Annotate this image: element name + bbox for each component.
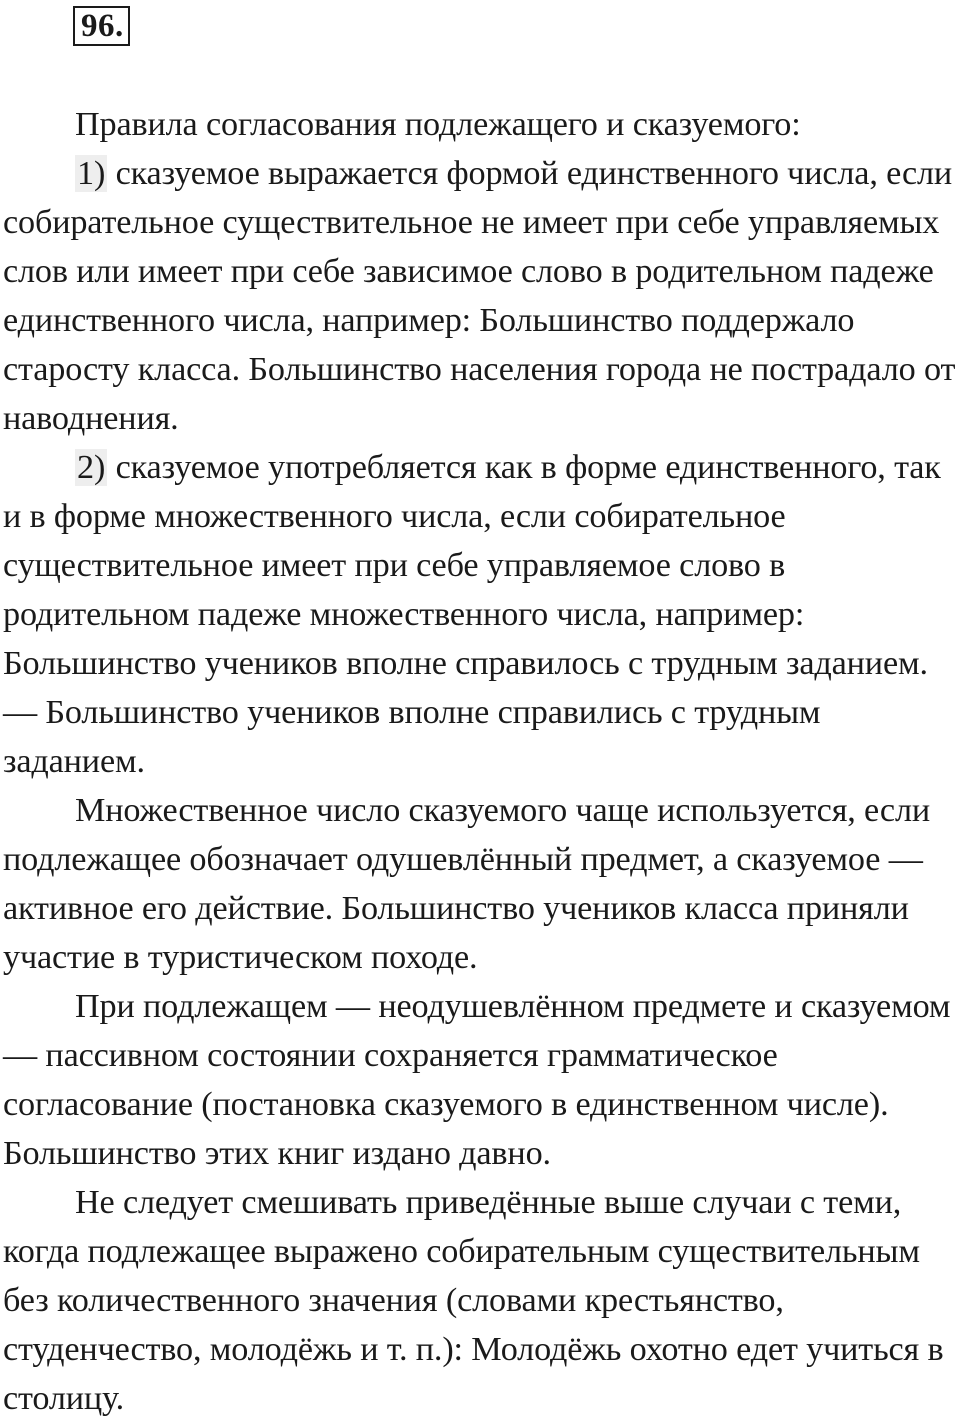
rule-1-text: сказуемое выражается формой единственного числа, если собирательное существительное не имеет при себе управляемых слов или имеет при себе зависимое слово в родительном падеже единственного числа, например: Большинство поддержало старосту класса. Большинство населения города не пострадало от наводнения. <box>3 155 956 437</box>
rule-1-paragraph <box>3 149 960 443</box>
rule-2-paragraph <box>3 443 960 786</box>
plural-paragraph: Множественное число сказуемого чаще используется, если подлежащее обозначает одушевлённый предмет, а сказуемое — активное его действие. Большинство учеников класса приняли участие в туристическом походе. <box>3 792 931 976</box>
rule-1-marker: 1) <box>77 155 106 192</box>
answer-text <box>3 100 960 1423</box>
rule-2-marker: 2) <box>77 449 106 486</box>
rule-2-text: сказуемое употребляется как в форме единственного, так и в форме множественного числа, если собирательное существительное имеет при себе управляемое слово в родительном падеже множественного числа, например: Большинство учеников вполне справилось с трудным заданием. — Большинство учеников вполне справились с трудным заданием. <box>3 449 941 780</box>
inanimate-paragraph: При подлежащем — неодушевлённом предмете и сказуемом — пассивном состоянии сохраняется грамматическое согласование (постановка сказуемого в единственном числе). Большинство этих книг издано давно. <box>3 988 951 1172</box>
intro-paragraph: Правила согласования подлежащего и сказуемого: <box>75 106 801 143</box>
exercise-number: 96. <box>73 6 130 46</box>
warning-paragraph: Не следует смешивать приведённые выше случаи с теми, когда подлежащее выражено собирательным существительным без количественного значения (словами крестьянство, студенчество, молодёжь и т. п.): Молодёжь охотно едет учиться в столицу. <box>3 1184 944 1417</box>
